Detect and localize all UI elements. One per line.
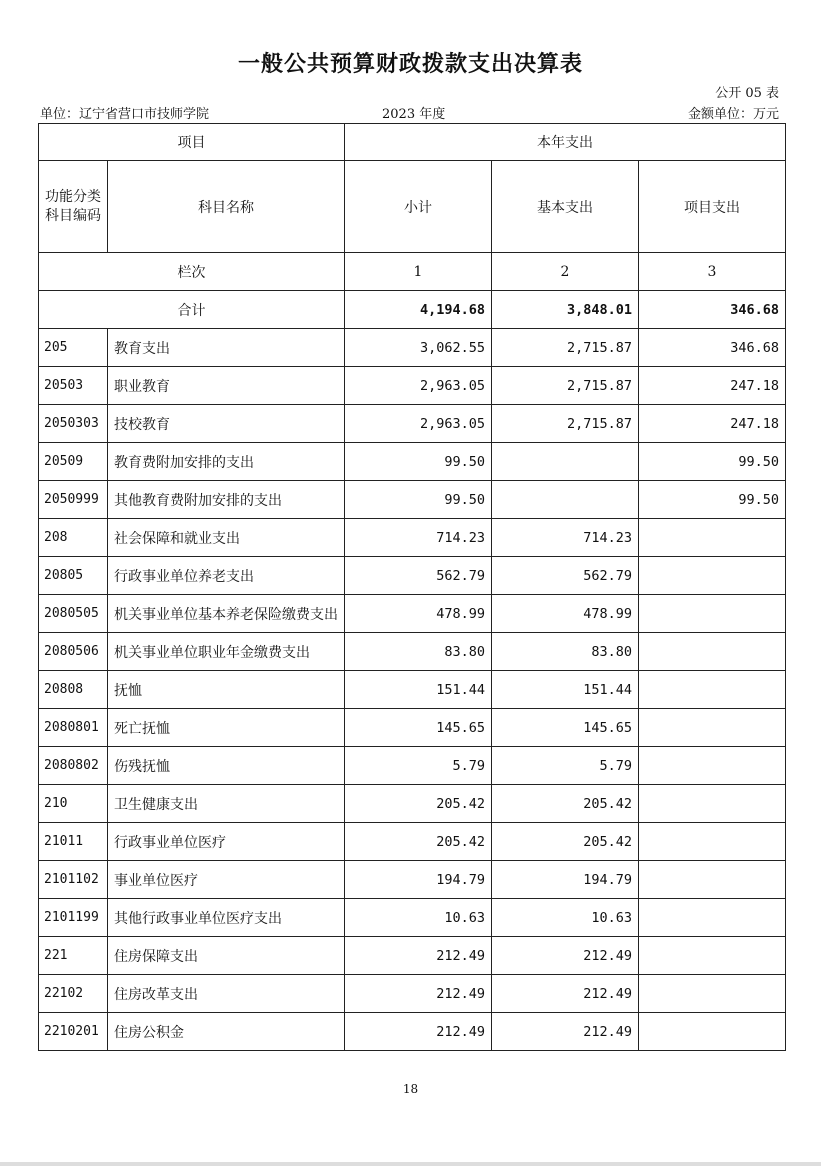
column-number-1: 1 (345, 253, 492, 291)
header-name: 科目名称 (108, 161, 345, 253)
total-basic: 3,848.01 (492, 291, 639, 329)
row-name: 技校教育 (108, 405, 345, 443)
row-basic: 83.80 (492, 633, 639, 671)
row-code: 210 (39, 785, 108, 823)
row-project: 247.18 (639, 367, 786, 405)
table-row (39, 899, 786, 937)
row-basic: 2,715.87 (492, 405, 639, 443)
row-project: 247.18 (639, 405, 786, 443)
row-code: 20503 (39, 367, 108, 405)
row-name: 卫生健康支出 (108, 785, 345, 823)
row-project (639, 557, 786, 595)
row-basic: 212.49 (492, 937, 639, 975)
table-row (39, 937, 786, 975)
table-row (39, 329, 786, 367)
row-basic: 205.42 (492, 823, 639, 861)
header-subtotal: 小计 (345, 161, 492, 253)
row-code: 21011 (39, 823, 108, 861)
row-name: 其他行政事业单位医疗支出 (108, 899, 345, 937)
row-project (639, 633, 786, 671)
table-row (39, 519, 786, 557)
table-row (39, 595, 786, 633)
row-basic: 212.49 (492, 975, 639, 1013)
row-project (639, 823, 786, 861)
row-code: 221 (39, 937, 108, 975)
row-project (639, 709, 786, 747)
total-project: 346.68 (639, 291, 786, 329)
row-subtotal: 145.65 (345, 709, 492, 747)
header-basic: 基本支出 (492, 161, 639, 253)
row-basic: 562.79 (492, 557, 639, 595)
row-subtotal: 3,062.55 (345, 329, 492, 367)
row-code: 2080505 (39, 595, 108, 633)
row-code: 208 (39, 519, 108, 557)
table-row (39, 671, 786, 709)
row-basic (492, 481, 639, 519)
row-project (639, 785, 786, 823)
row-subtotal: 478.99 (345, 595, 492, 633)
form-number: 公开 05 表 (715, 86, 779, 101)
table-row (39, 823, 786, 861)
row-name: 社会保障和就业支出 (108, 519, 345, 557)
table-row (39, 861, 786, 899)
row-basic: 2,715.87 (492, 367, 639, 405)
row-subtotal: 194.79 (345, 861, 492, 899)
row-name: 教育支出 (108, 329, 345, 367)
page-title: 一般公共预算财政拨款支出决算表 (237, 52, 583, 77)
row-project (639, 519, 786, 557)
row-name: 教育费附加安排的支出 (108, 443, 345, 481)
row-code: 2101199 (39, 899, 108, 937)
row-project: 99.50 (639, 481, 786, 519)
row-name: 行政事业单位医疗 (108, 823, 345, 861)
page-number: 18 (402, 1082, 419, 1096)
row-code: 2101102 (39, 861, 108, 899)
row-project (639, 747, 786, 785)
row-project (639, 1013, 786, 1051)
row-name: 其他教育费附加安排的支出 (108, 481, 345, 519)
row-basic: 151.44 (492, 671, 639, 709)
table-row (39, 747, 786, 785)
column-number-label: 栏次 (39, 253, 345, 291)
table-row (39, 633, 786, 671)
row-code: 2080801 (39, 709, 108, 747)
row-name: 住房保障支出 (108, 937, 345, 975)
header-item: 项目 (39, 124, 345, 161)
column-number-3: 3 (639, 253, 786, 291)
header-current-year: 本年支出 (345, 124, 786, 161)
row-subtotal: 99.50 (345, 481, 492, 519)
table-row (39, 785, 786, 823)
row-project: 99.50 (639, 443, 786, 481)
row-subtotal: 5.79 (345, 747, 492, 785)
row-project (639, 937, 786, 975)
table-row (39, 975, 786, 1013)
row-project: 346.68 (639, 329, 786, 367)
row-subtotal: 562.79 (345, 557, 492, 595)
row-subtotal: 83.80 (345, 633, 492, 671)
page-bottom-edge (0, 1162, 821, 1166)
row-name: 职业教育 (108, 367, 345, 405)
row-code: 2080506 (39, 633, 108, 671)
row-name: 伤残抚恤 (108, 747, 345, 785)
table-row (39, 709, 786, 747)
money-unit: 金额单位：万元 (687, 107, 779, 122)
row-code: 2050303 (39, 405, 108, 443)
row-basic: 714.23 (492, 519, 639, 557)
row-basic: 194.79 (492, 861, 639, 899)
table-row (39, 405, 786, 443)
row-code: 20805 (39, 557, 108, 595)
row-subtotal: 714.23 (345, 519, 492, 557)
header-code: 功能分类科目编码 (39, 161, 108, 253)
row-basic (492, 443, 639, 481)
row-name: 死亡抚恤 (108, 709, 345, 747)
total-subtotal: 4,194.68 (345, 291, 492, 329)
table-row (39, 1013, 786, 1051)
column-number-2: 2 (492, 253, 639, 291)
row-code: 20509 (39, 443, 108, 481)
header-row-1 (39, 124, 786, 161)
table-row (39, 367, 786, 405)
header-row-2 (39, 161, 786, 253)
row-basic: 10.63 (492, 899, 639, 937)
row-subtotal: 205.42 (345, 785, 492, 823)
fiscal-year: 2023 年度 (382, 107, 446, 122)
total-row (39, 291, 786, 329)
row-basic: 478.99 (492, 595, 639, 633)
row-name: 机关事业单位基本养老保险缴费支出 (108, 595, 345, 633)
row-subtotal: 212.49 (345, 975, 492, 1013)
column-number-row (39, 253, 786, 291)
row-code: 2050999 (39, 481, 108, 519)
row-name: 行政事业单位养老支出 (108, 557, 345, 595)
row-code: 2210201 (39, 1013, 108, 1051)
row-project (639, 975, 786, 1013)
row-code: 205 (39, 329, 108, 367)
row-basic: 212.49 (492, 1013, 639, 1051)
table-row (39, 481, 786, 519)
expenditure-table (38, 123, 786, 1051)
table-row (39, 557, 786, 595)
row-basic: 205.42 (492, 785, 639, 823)
row-project (639, 671, 786, 709)
header-project: 项目支出 (639, 161, 786, 253)
row-code: 20808 (39, 671, 108, 709)
row-subtotal: 151.44 (345, 671, 492, 709)
row-name: 事业单位医疗 (108, 861, 345, 899)
row-subtotal: 2,963.05 (345, 405, 492, 443)
row-code: 2080802 (39, 747, 108, 785)
table-row (39, 443, 786, 481)
row-basic: 2,715.87 (492, 329, 639, 367)
row-subtotal: 99.50 (345, 443, 492, 481)
row-name: 机关事业单位职业年金缴费支出 (108, 633, 345, 671)
row-subtotal: 212.49 (345, 1013, 492, 1051)
row-project (639, 899, 786, 937)
row-name: 抚恤 (108, 671, 345, 709)
row-name: 住房改革支出 (108, 975, 345, 1013)
row-name: 住房公积金 (108, 1013, 345, 1051)
row-basic: 145.65 (492, 709, 639, 747)
row-subtotal: 10.63 (345, 899, 492, 937)
row-project (639, 595, 786, 633)
row-code: 22102 (39, 975, 108, 1013)
row-subtotal: 205.42 (345, 823, 492, 861)
row-basic: 5.79 (492, 747, 639, 785)
unit-label: 单位：辽宁省营口市技师学院 (40, 107, 210, 122)
row-subtotal: 2,963.05 (345, 367, 492, 405)
row-subtotal: 212.49 (345, 937, 492, 975)
row-project (639, 861, 786, 899)
total-label: 合计 (39, 291, 345, 329)
